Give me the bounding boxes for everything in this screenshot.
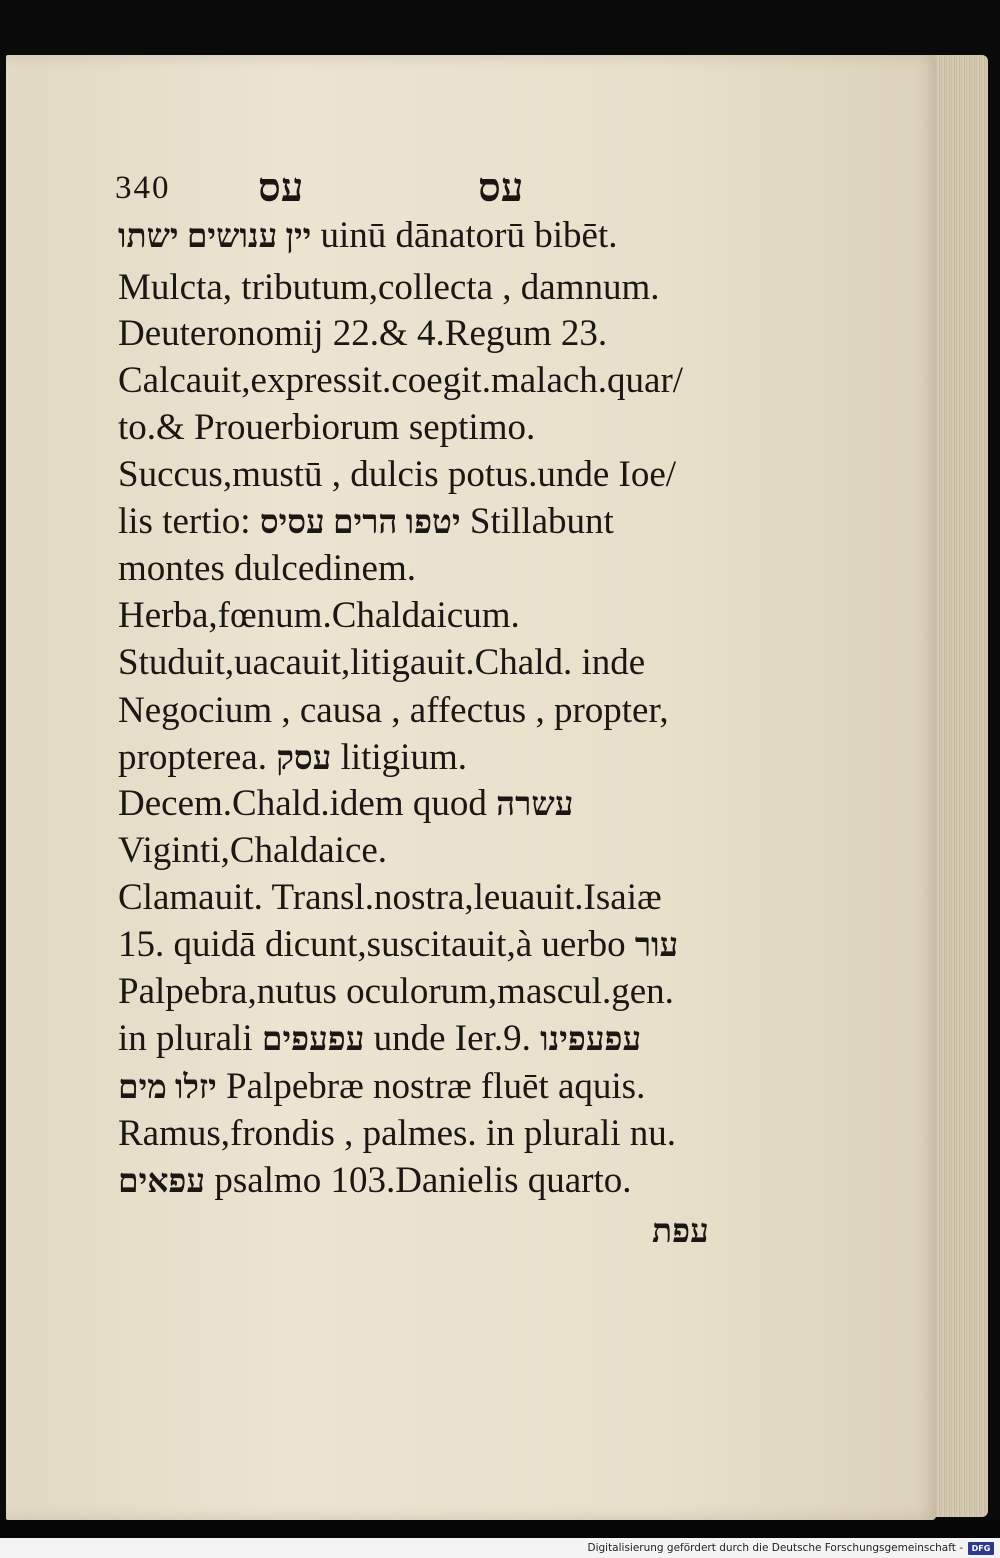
line-text-after: unde Ier.9. [364, 1018, 541, 1059]
line-text: Mulcta, tributum,collecta , damnum. [118, 267, 660, 308]
line-text: in plurali [118, 1018, 262, 1059]
line-text: Studuit,uacauit,litigauit.Chald. inde [118, 642, 646, 683]
line-text: Decem.Chald.idem quod [118, 783, 497, 824]
catchword: עפת [652, 1214, 709, 1250]
footer-credit-bar [0, 1538, 1000, 1558]
line-text: propterea. [118, 737, 277, 778]
hebrew-inline: עפאים [118, 1164, 206, 1200]
hebrew-inline: עשרה [496, 787, 574, 823]
line-text: Calcauit,expressit.coegit.malach.quar/ [118, 360, 684, 401]
hebrew-inline: עור [634, 928, 679, 964]
hebrew-inline-2: עפעפינו [540, 1022, 642, 1058]
hebrew-inline: יזלו מים [118, 1070, 217, 1106]
line-text: Ramus,frondis , palmes. in plurali nu. [118, 1113, 677, 1154]
line-text: montes dulcedinem. [118, 548, 416, 589]
line-text: Palpebræ nostræ fluēt aquis. [216, 1066, 646, 1107]
line-text: Viginti,Chaldaice. [118, 830, 388, 871]
scan-background [0, 1520, 1000, 1538]
line-text-after: litigium. [331, 737, 467, 778]
dfg-logo-icon: DFG [968, 1542, 994, 1555]
line-text: Herba,fœnum.Chaldaicum. [118, 595, 520, 636]
hebrew-inline: עסק [276, 741, 332, 777]
hebrew-inline: יין ענושים ישתו [118, 219, 312, 255]
hebrew-inline: יטפו הרים עסיס [259, 505, 461, 541]
line-text: Succus,mustū , dulcis potus.unde Ioe/ [118, 454, 677, 495]
line-text: to.& Prouerbiorum septimo. [118, 407, 536, 448]
hebrew-inline: עפעפים [261, 1022, 365, 1058]
line-text: lis tertio: [118, 501, 260, 542]
running-head [0, 162, 1000, 212]
line-text: Deuteronomij 22.& 4.Regum 23. [118, 313, 608, 354]
page-edges [930, 55, 988, 1517]
line-text: psalmo 103.Danielis quarto. [205, 1160, 632, 1201]
running-head-left: עס [258, 165, 304, 210]
line-text: 15. quidā dicunt,suscitauit,à uerbo [118, 924, 635, 965]
footer-credit-text: Digitalisierung gefördert durch die Deutsche Forschungsgemeinschaft - [587, 1542, 963, 1554]
running-head-right: עס [478, 165, 524, 210]
line-text: Palpebra,nutus oculorum,mascul.gen. [118, 971, 674, 1012]
line-text: uinū dānatorū bibēt. [311, 215, 618, 256]
page-number: 340 [115, 170, 171, 206]
line-text-after: Stillabunt [460, 501, 614, 542]
line-text: Clamauit. Transl.nostra,leuauit.Isaiæ [118, 877, 662, 918]
line-text: Negocium , causa , affectus , propter, [118, 690, 669, 731]
